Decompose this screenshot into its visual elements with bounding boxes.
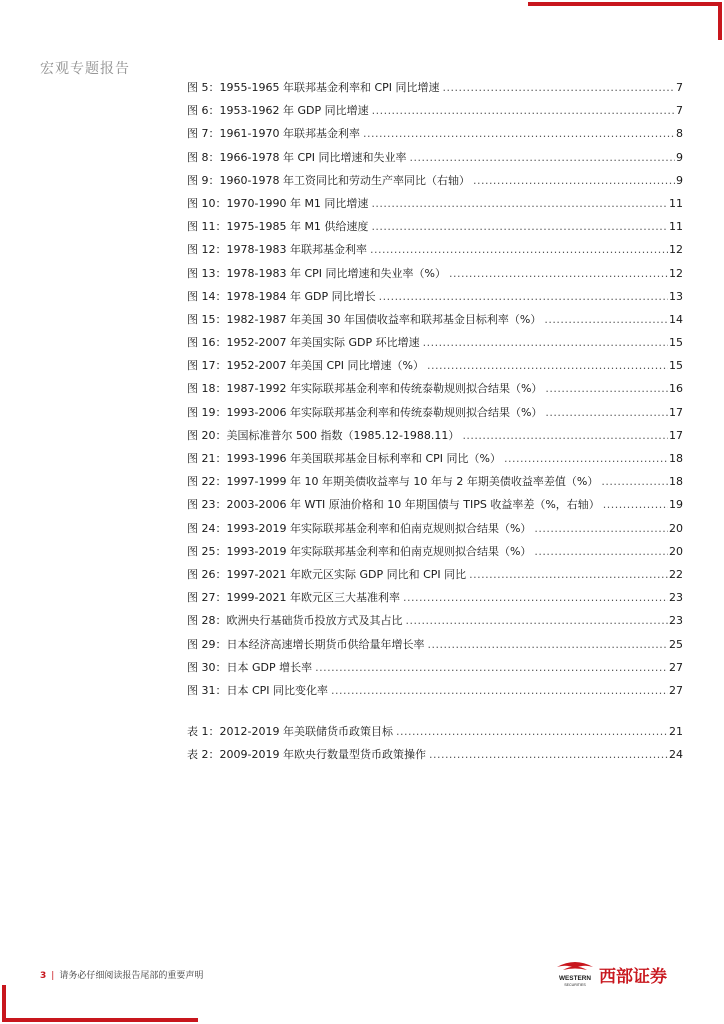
toc-entry-label: 图 7：1961-1970 年联邦基金利率 xyxy=(187,127,360,141)
dot-leader xyxy=(406,614,669,627)
toc-figure-entry[interactable] xyxy=(187,195,683,218)
dot-leader xyxy=(534,522,668,535)
toc-entry-label: 表 1：2012-2019 年美联储货币政策目标 xyxy=(187,725,393,739)
corner-accent-bottom-left xyxy=(2,1018,198,1022)
toc-figure-entry[interactable] xyxy=(187,636,683,659)
dot-leader xyxy=(429,748,668,761)
toc-entry-page: 18 xyxy=(669,452,683,465)
toc-figure-entry[interactable] xyxy=(187,612,683,635)
corner-accent-top-right xyxy=(528,2,722,6)
toc-entry-label: 图 26：1997-2021 年欧元区实际 GDP 同比和 CPI 同比 xyxy=(187,567,467,581)
toc-entry-label: 图 29：日本经济高速增长期货币供给量年增长率 xyxy=(187,637,425,651)
toc-figure-entry[interactable] xyxy=(187,172,683,195)
toc-figure-entry[interactable] xyxy=(187,79,683,102)
dot-leader xyxy=(423,336,668,349)
toc-figure-entry[interactable] xyxy=(187,334,683,357)
toc-figure-entry[interactable] xyxy=(187,241,683,264)
toc-figure-entry[interactable] xyxy=(187,288,683,311)
corner-accent-top-right-vertical xyxy=(718,2,722,40)
svg-text:WESTERN: WESTERN xyxy=(559,975,591,982)
dot-leader xyxy=(371,197,668,210)
toc-entry-page: 27 xyxy=(669,683,683,697)
toc-entry-page: 18 xyxy=(669,475,683,489)
toc-figure-entry[interactable] xyxy=(187,450,683,473)
figure-list xyxy=(187,79,683,705)
toc-entry-page: 20 xyxy=(669,544,683,558)
company-logo xyxy=(554,957,688,991)
toc-figure-entry[interactable] xyxy=(187,125,683,148)
toc-figure-entry[interactable] xyxy=(187,218,683,241)
toc-entry-page: 8 xyxy=(676,127,683,141)
toc-entry-page: 23 xyxy=(669,591,683,605)
toc-entry-label: 图 8：1966-1978 年 CPI 同比增速和失业率 xyxy=(187,150,407,164)
toc-figure-entry[interactable] xyxy=(187,589,683,612)
toc-figure-entry[interactable] xyxy=(187,149,683,172)
toc-entry-page: 9 xyxy=(676,173,683,187)
toc-figure-entry[interactable] xyxy=(187,520,683,543)
toc-entry-page: 17 xyxy=(669,428,683,442)
dot-leader xyxy=(544,313,668,326)
toc-entry-label: 表 2：2009-2019 年欧央行数量型货币政策操作 xyxy=(187,748,426,762)
dot-leader xyxy=(462,429,668,442)
toc-figure-entry[interactable] xyxy=(187,473,683,496)
toc-entry-label: 图 9：1960-1978 年工资同比和劳动生产率同比（右轴） xyxy=(187,173,470,187)
toc-entry-label: 图 28：欧洲央行基础货币投放方式及其占比 xyxy=(187,614,403,628)
toc-entry-label: 图 18：1987-1992 年实际联邦基金利率和传统泰勒规则拟合结果（%） xyxy=(187,382,543,396)
toc-figure-entry[interactable] xyxy=(187,311,683,334)
dot-leader xyxy=(410,151,676,164)
toc-table-entry[interactable] xyxy=(187,746,683,769)
toc-entry-page: 11 xyxy=(669,220,683,234)
toc-figure-entry[interactable] xyxy=(187,543,683,566)
western-securities-emblem-icon xyxy=(554,959,596,989)
toc-entry-label: 图 21：1993-1996 年美国联邦基金目标利率和 CPI 同比（%） xyxy=(187,452,501,465)
toc-figure-entry[interactable] xyxy=(187,427,683,450)
report-category-title: 宏观专题报告 xyxy=(40,61,130,77)
toc-entry-label: 图 27：1999-2021 年欧元区三大基准利率 xyxy=(187,591,400,605)
toc-entry-label: 图 16：1952-2007 年美国实际 GDP 环比增速 xyxy=(187,336,420,350)
toc-entry-label: 图 12：1978-1983 年联邦基金利率 xyxy=(187,243,367,257)
dot-leader xyxy=(372,104,675,117)
svg-text:SECURITIES: SECURITIES xyxy=(564,983,586,987)
toc-entry-page: 22 xyxy=(669,567,683,581)
dot-leader xyxy=(534,545,668,558)
toc-entry-label: 图 20：美国标准普尔 500 指数（1985.12-1988.11） xyxy=(187,428,460,442)
toc-figure-entry[interactable] xyxy=(187,659,683,682)
toc-figure-entry[interactable] xyxy=(187,496,683,519)
page-number: 3 xyxy=(40,971,47,981)
toc-entry-label: 图 6：1953-1962 年 GDP 同比增速 xyxy=(187,104,369,118)
toc-entry-label: 图 30：日本 GDP 增长率 xyxy=(187,660,313,674)
toc-entry-label: 图 31：日本 CPI 同比变化率 xyxy=(187,683,329,697)
dot-leader xyxy=(545,406,668,419)
toc-entry-label: 图 23：2003-2006 年 WTI 原油价格和 10 年期国债与 TIPS 收益率差（%，右轴） xyxy=(187,498,600,512)
toc-entry-label: 图 5：1955-1965 年联邦基金利率和 CPI 同比增速 xyxy=(187,81,440,94)
toc-entry-page: 9 xyxy=(676,150,683,164)
dot-leader xyxy=(601,475,668,488)
dot-leader xyxy=(379,290,668,303)
page-footer xyxy=(40,968,203,981)
toc-entry-page: 11 xyxy=(669,196,683,210)
dot-leader xyxy=(504,452,668,465)
dot-leader xyxy=(363,127,675,140)
dot-leader xyxy=(315,661,668,674)
dot-leader xyxy=(371,220,668,233)
toc-entry-label: 图 17：1952-2007 年美国 CPI 同比增速（%） xyxy=(187,359,424,373)
dot-leader xyxy=(449,267,668,280)
toc-entry-page: 24 xyxy=(669,748,683,762)
toc-figure-entry[interactable] xyxy=(187,380,683,403)
toc-entry-page: 12 xyxy=(669,266,683,280)
toc-entry-label: 图 24：1993-2019 年实际联邦基金利率和伯南克规则拟合结果（%） xyxy=(187,521,532,535)
toc-entry-page: 17 xyxy=(669,405,683,419)
toc-figure-entry[interactable] xyxy=(187,265,683,288)
dot-leader xyxy=(469,568,668,581)
toc-entry-label: 图 14：1978-1984 年 GDP 同比增长 xyxy=(187,289,376,303)
dot-leader xyxy=(427,359,668,372)
footer-disclaimer: 请务必仔细阅读报告尾部的重要声明 xyxy=(59,971,204,981)
company-name: 西部证券 xyxy=(599,967,667,987)
toc-figure-entry[interactable] xyxy=(187,404,683,427)
toc-figure-entry[interactable] xyxy=(187,102,683,125)
dot-leader xyxy=(403,591,668,604)
toc-entry-label: 图 11：1975-1985 年 M1 供给速度 xyxy=(187,220,369,234)
toc-entry-label: 图 15：1982-1987 年美国 30 年国债收益率和联邦基金目标利率（%） xyxy=(187,312,542,326)
toc-table-entry[interactable] xyxy=(187,723,683,746)
table-of-contents xyxy=(187,79,683,769)
toc-entry-page: 12 xyxy=(669,243,683,257)
toc-figure-entry[interactable] xyxy=(187,357,683,380)
toc-entry-page: 21 xyxy=(669,725,683,739)
toc-entry-page: 16 xyxy=(669,382,683,396)
toc-entry-page: 14 xyxy=(669,312,683,326)
toc-entry-page: 13 xyxy=(669,289,683,303)
dot-leader xyxy=(428,638,669,651)
toc-entry-label: 图 10：1970-1990 年 M1 同比增速 xyxy=(187,196,369,210)
toc-entry-page: 15 xyxy=(669,359,683,373)
dot-leader xyxy=(370,243,668,256)
dot-leader xyxy=(545,382,668,395)
toc-entry-page: 7 xyxy=(676,104,683,118)
dot-leader xyxy=(331,684,668,697)
toc-entry-label: 图 22：1997-1999 年 10 年期美债收益率与 10 年与 2 年期美债收益率差值（%） xyxy=(187,475,599,489)
footer-separator: | xyxy=(51,971,55,981)
toc-entry-page: 27 xyxy=(669,660,683,674)
dot-leader xyxy=(603,498,668,511)
toc-entry-page: 15 xyxy=(669,336,683,350)
toc-figure-entry[interactable] xyxy=(187,566,683,589)
section-gap xyxy=(187,705,683,723)
toc-entry-label: 图 19：1993-2006 年实际联邦基金利率和传统泰勒规则拟合结果（%） xyxy=(187,405,543,419)
toc-entry-label: 图 25：1993-2019 年实际联邦基金利率和伯南克规则拟合结果（%） xyxy=(187,544,532,558)
toc-entry-page: 23 xyxy=(669,614,683,628)
toc-entry-page: 19 xyxy=(669,498,683,512)
dot-leader xyxy=(443,81,676,94)
toc-figure-entry[interactable] xyxy=(187,682,683,705)
table-list xyxy=(187,723,683,769)
toc-entry-page: 20 xyxy=(669,521,683,535)
toc-entry-page: 25 xyxy=(669,637,683,651)
toc-entry-label: 图 13：1978-1983 年 CPI 同比增速和失业率（%） xyxy=(187,266,446,280)
corner-accent-bottom-left-vertical xyxy=(2,985,6,1022)
dot-leader xyxy=(473,174,675,187)
toc-entry-page: 7 xyxy=(676,81,683,94)
dot-leader xyxy=(396,725,668,738)
